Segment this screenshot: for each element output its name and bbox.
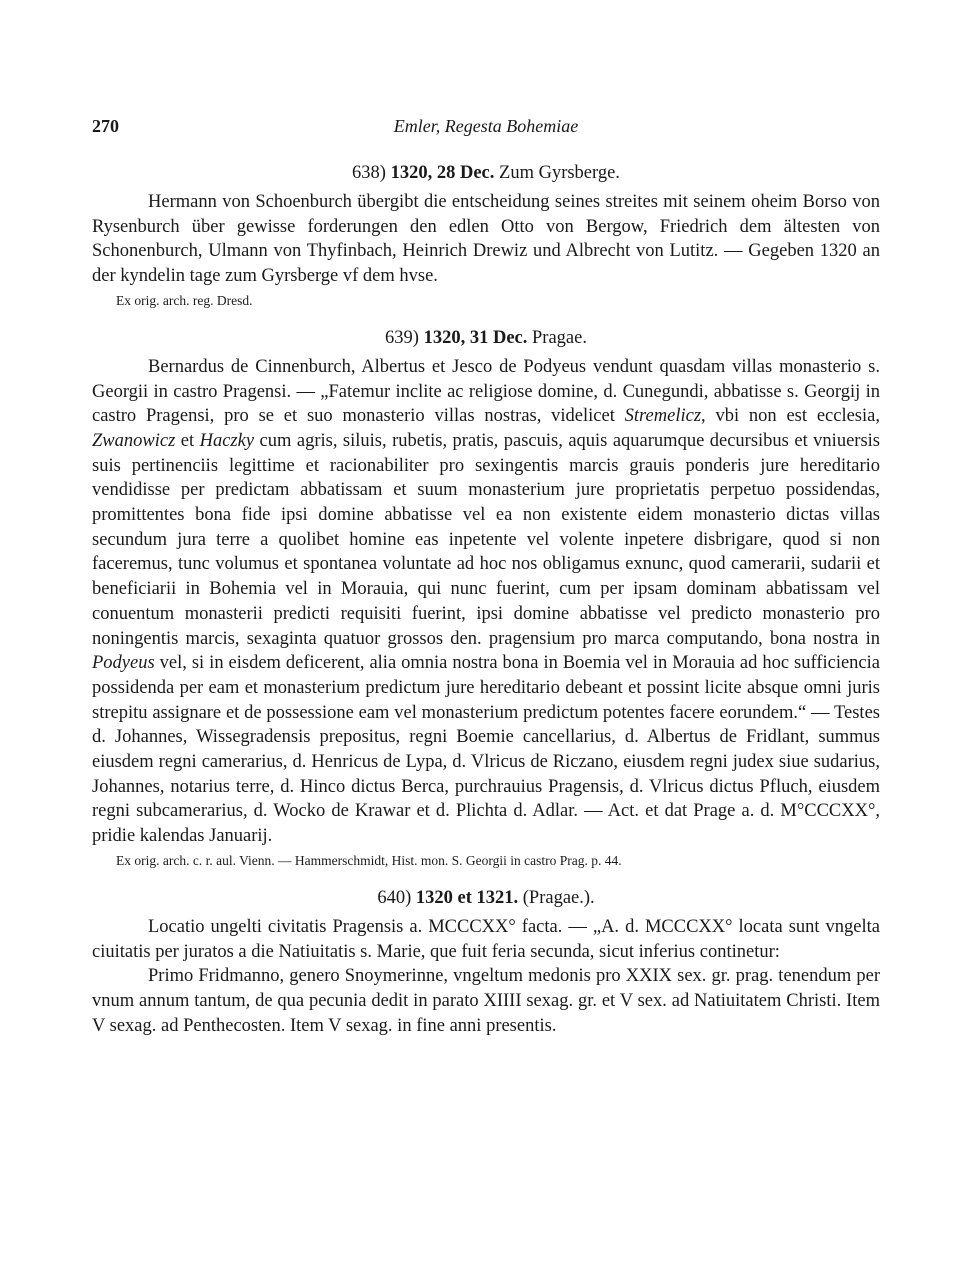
entry-text: Locatio ungelti civitatis Pragensis a. MCCCXX° facta. — „A. d. MCCCXX° locata sunt vngelta ciuitatis per juratos a die Natiuitatis s. Marie, que fuit feria secunda, sicut inferius continetur: [92, 916, 880, 962]
entry-number: 639) [385, 327, 419, 348]
entry-date: 1320 et 1321. [415, 887, 519, 908]
entry-date: 1320, 28 Dec. [390, 163, 495, 183]
place-name-italic: Haczky [199, 430, 255, 451]
entry-heading [92, 885, 880, 911]
entry-place: Pragae. [532, 327, 587, 348]
place-name-italic: Podyeus [92, 653, 155, 674]
text-part: cum agris, siluis, rubetis, pratis, pascuis, aquis aquarumque decursibus et vniuersis suis pertinenciis legittime et racionabiliter pro sexingentis marcis grauis ponderis jure hereditario vendidisse per predictam abbatissam et suum monasterium jure proprietatis perpetuo possidendas, promittentes bona fide ipsi domine abbatisse vel ea non existente eidem monasterio dictas villas secundum jura terre a quolibet homine eas inpetente vel volente inpetere disbrigare, quod si non faceremus, tunc volumus et spontanea voluntate ad hoc nos obligamus exnunc, quod camerarii, sudarii et beneficiarii in Bohemia vel in Morauia, qui nunc fuerint, cum per ipsam dominam abbatissam vel conuentum monasterii predicti requisiti fuerint, ipsi domine abbatisse vel predicto monasterio pro noningentis marcis, sexaginta quatuor grossos den. pragensium pro marca computando, bona nostra in [92, 430, 880, 649]
entry-place: Zum Gyrsberge. [499, 163, 620, 183]
entry-text: Hermann von Schoenburch übergibt die entscheidung seines streites mit seinem oheim Borso von Rysenburch über gewisse forderungen den edlen Otto von Bergow, Friedrich dem ältesten von Schonenburch, Ulmann von Thyfinbach, Heinrich Drewiz und Albrecht von Lutitz. — Gegeben 1320 an der kyndelin tage zum Gyrsberge vf dem hvse. [92, 192, 880, 287]
text-part: vel, si in eisdem deficerent, alia omnia nostra bona in Boemia vel in Morauia ad hoc sufficiencia possidenda per eam et monasterium predictum jure hereditario debeant et possint licite absque omni juris strepitu assignare et de possessione eam vel monasterium predictum potentes facere eorundem.“ — Testes d. Johannes, Wissegradensis prepositus, regni Boemie cancellarius, d. Albertus de Fridlant, summus eiusdem regni camerarius, d. Henricus de Lypa, d. Vlricus de Riczano, eiusdem regni judex siue sudarius, Johannes, notarius terre, d. Hinco dictus Berca, purchrauius Pragensis, d. Vlricus dictus Pfluch, eiusdem regni subcamerarius, d. Wocko de Krawar et d. Plichta d. Adlar. — Act. et dat Prage a. d. M°CCCXX°, pridie kalendas Januarij. [92, 653, 880, 847]
running-title: Emler, Regesta Bohemiae [393, 116, 579, 136]
entry-source: Ex orig. arch. reg. Dresd. [116, 292, 253, 308]
page-content [92, 160, 880, 1038]
entry-638 [92, 160, 880, 311]
entry-number: 640) [377, 887, 412, 908]
place-name-italic: Stremelicz [624, 406, 702, 427]
entry-heading [92, 325, 880, 351]
entry-639 [92, 325, 880, 871]
entry-text-continued: Primo Fridmanno, genero Snoymerinne, vngeltum medonis pro XXIX sex. gr. prag. tenendum per vnum annum tantum, de qua pecunia dedit in parato XIIII sexag. gr. et V sex. ad Natiuitatem Christi. Item V sexag. ad Penthecosten. Item V sexag. in fine anni presentis. [92, 966, 880, 1036]
page-number: 270 [92, 116, 119, 136]
entry-heading [92, 160, 880, 186]
entry-640 [92, 885, 880, 1039]
entry-source: Ex orig. arch. c. r. aul. Vienn. — Hammerschmidt, Hist. mon. S. Georgii in castro Prag. p. 44. [116, 852, 622, 868]
text-part: Bernardus de Cinnenburch, Albertus et Jesco de Podyeus vendunt quasdam villas monasterio s. Georgii in castro Pragensi. — „Fatemur inclite ac religiose domine, d. Cunegundi, abbatisse s. Georgij in castro Pragensi, pro se et suo monasterio villas nostras, videlicet [92, 356, 880, 427]
entry-date: 1320, 31 Dec. [423, 327, 528, 348]
text-part: , vbi non est ecclesia, [701, 406, 880, 427]
entry-place: (Pragae.). [522, 887, 595, 908]
entry-text [92, 355, 880, 849]
text-part: et [175, 430, 200, 451]
page-header [92, 116, 880, 142]
entry-number: 638) [352, 163, 386, 183]
place-name-italic: Zwanowicz [92, 430, 176, 451]
